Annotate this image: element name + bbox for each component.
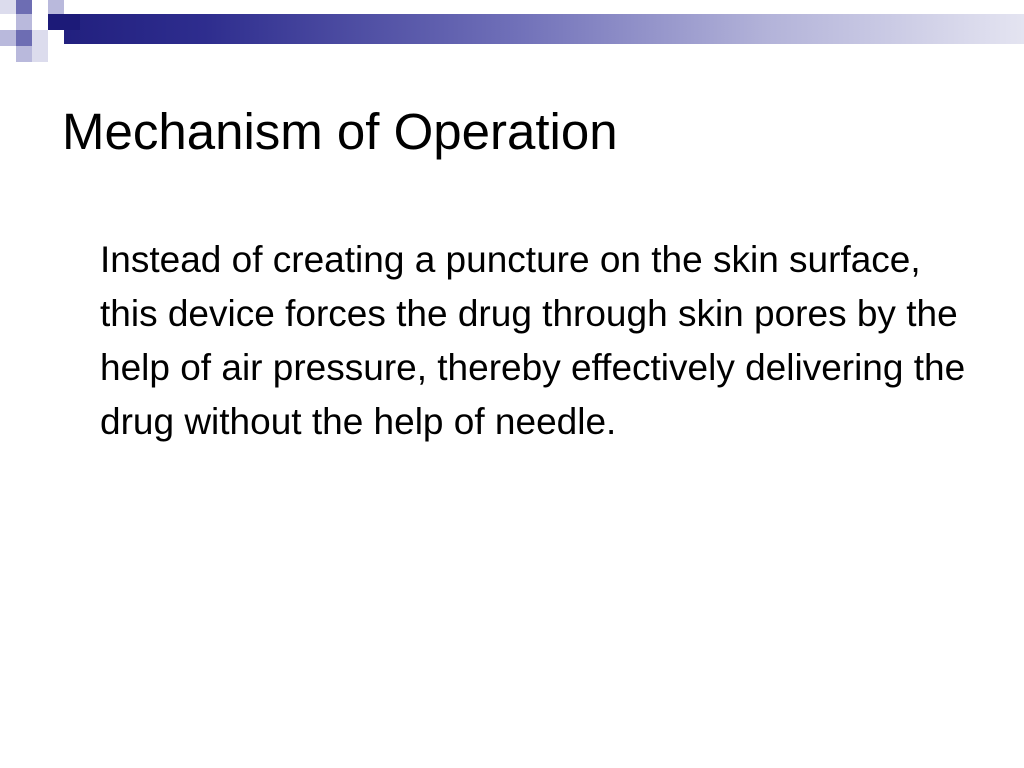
- decor-square: [16, 46, 32, 62]
- gradient-band: [0, 14, 1024, 44]
- decor-square: [0, 14, 16, 30]
- slide-body-text: Instead of creating a puncture on the skin surface, this device forces the drug through skin pores by the help of air pressure, thereby effectively delivering the drug without the help of needle.: [100, 239, 966, 442]
- decor-square: [16, 14, 32, 30]
- decor-square: [32, 14, 48, 30]
- decor-square: [48, 14, 64, 30]
- decor-square: [32, 30, 48, 46]
- decor-square: [32, 46, 48, 62]
- slide-title: Mechanism of Operation: [62, 103, 618, 160]
- decor-square: [0, 30, 16, 46]
- decor-square: [64, 14, 80, 30]
- decor-square: [48, 30, 64, 46]
- decor-square: [16, 30, 32, 46]
